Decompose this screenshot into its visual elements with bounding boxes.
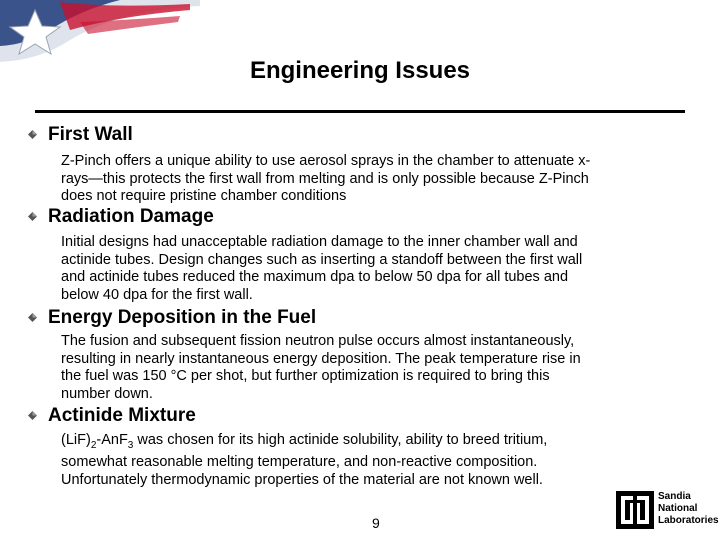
section-heading-radiation-damage: Radiation Damage xyxy=(48,206,214,227)
body-line: actinide tubes. Design changes such as inserting a standoff between the first wall xyxy=(61,251,583,268)
bullet-icon xyxy=(28,411,37,420)
bullet-icon xyxy=(28,313,37,322)
section-body-actinide-mixture xyxy=(61,432,691,489)
page-number: 9 xyxy=(372,515,380,531)
formula-part: -AnF xyxy=(96,432,128,448)
body-line: the fuel was 150 °C per shot, but further optimization is required to bring this xyxy=(61,368,550,384)
body-line: rays—this protects the first wall from melting and is only possible because Z-Pinch xyxy=(61,170,589,187)
section-heading-actinide-mixture: Actinide Mixture xyxy=(48,405,196,426)
body-line-formula xyxy=(61,432,691,454)
body-line: somewhat reasonable melting temperature, and non-reactive composition. xyxy=(61,454,538,471)
formula-part: (LiF) xyxy=(61,432,91,448)
bullet-icon xyxy=(28,130,37,139)
logo-line: Sandia xyxy=(658,491,691,502)
body-line: resulting in nearly instantaneous energy deposition. The peak temperature rise in xyxy=(61,350,581,367)
formula-rest: was chosen for its high actinide solubility, ability to breed tritium, xyxy=(133,432,548,448)
formula-subscript: 3 xyxy=(127,439,134,451)
formula-subscript: 2 xyxy=(90,439,97,451)
sandia-logo-text xyxy=(658,491,719,527)
section-heading-first-wall: First Wall xyxy=(48,124,133,145)
slide-title: Engineering Issues xyxy=(249,57,471,84)
section-body-energy-deposition xyxy=(61,333,691,403)
body-line: Initial designs had unacceptable radiation damage to the inner chamber wall and xyxy=(61,234,578,250)
logo-line: Laboratories xyxy=(658,515,719,526)
section-body-first-wall xyxy=(61,153,691,206)
body-line: number down. xyxy=(61,385,153,402)
body-line: Unfortunately thermodynamic properties of the material are not known well. xyxy=(61,471,543,488)
sandia-logo-icon xyxy=(615,490,655,530)
section-heading-energy-deposition: Energy Deposition in the Fuel xyxy=(48,307,317,328)
section-body-radiation-damage xyxy=(61,234,691,304)
logo-line: National xyxy=(658,503,698,514)
body-line: and actinide tubes reduced the maximum dpa to below 50 dpa for all tubes and xyxy=(61,269,569,285)
body-line: below 40 dpa for the first wall. xyxy=(61,286,253,303)
body-line: The fusion and subsequent fission neutron pulse occurs almost instantaneously, xyxy=(61,333,575,349)
title-divider xyxy=(35,110,685,113)
bullet-icon xyxy=(28,212,37,221)
body-line: does not require pristine chamber conditions xyxy=(61,188,347,204)
body-line: Z-Pinch offers a unique ability to use aerosol sprays in the chamber to attenuate x- xyxy=(61,153,591,169)
